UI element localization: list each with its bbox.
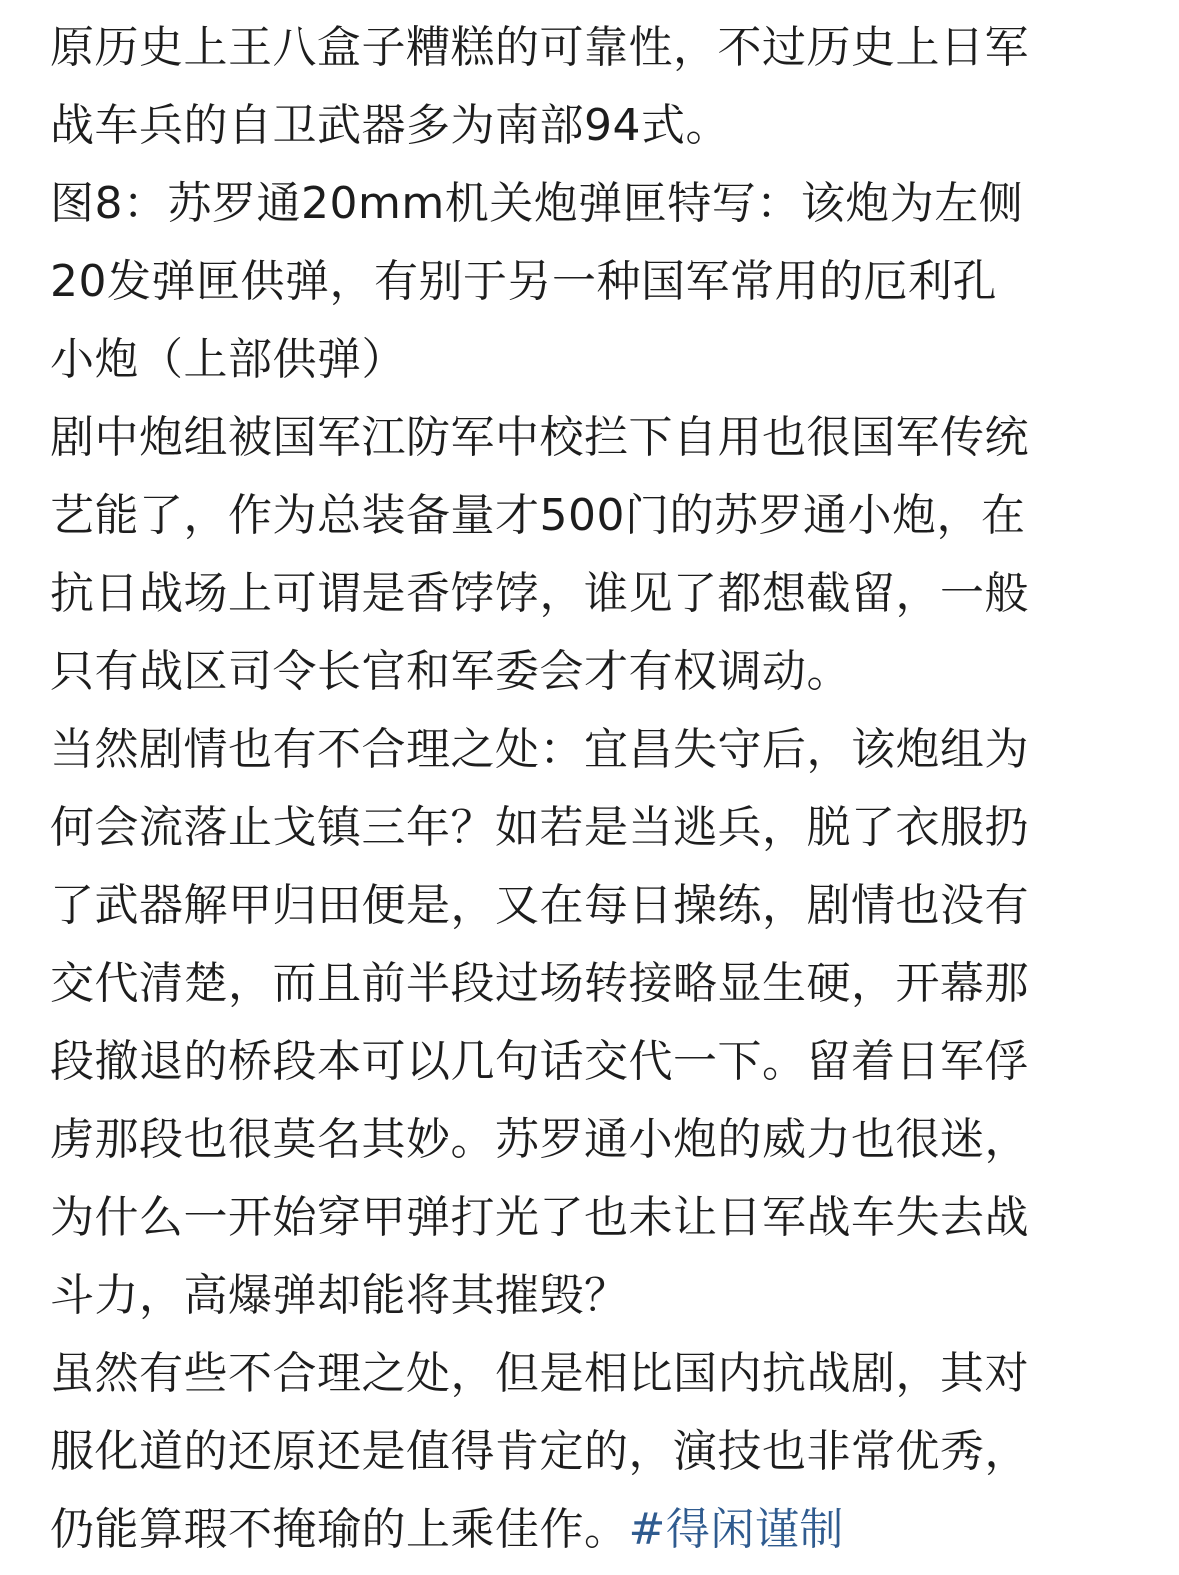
post-text-line: 原历史上王八盒子糟糕的可靠性，不过历史上日军: [50, 22, 1029, 73]
post-text-line: 何会流落止戈镇三年？如若是当逃兵，脱了衣服扔: [50, 802, 1029, 853]
post-text-line: 段撤退的桥段本可以几句话交代一下。留着日军俘: [50, 1036, 1029, 1087]
post-text-line: 服化道的还原还是值得肯定的，演技也非常优秀，: [50, 1426, 1029, 1477]
post-text-line: 交代清楚，而且前半段过场转接略显生硬，开幕那: [50, 958, 1029, 1009]
post-text-line: 小炮（上部供弹）: [50, 334, 406, 385]
post-text-line: 为什么一开始穿甲弹打光了也未让日军战车失去战: [50, 1192, 1029, 1243]
post-text-line: 虏那段也很莫名其妙。苏罗通小炮的威力也很迷，: [50, 1114, 1029, 1165]
post-text-line: 战车兵的自卫武器多为南部94式。: [50, 100, 730, 151]
post-text-line: 剧中炮组被国军江防军中校拦下自用也很国军传统: [50, 412, 1029, 463]
post-text-line: 20发弹匣供弹，有别于另一种国军常用的厄利孔: [50, 256, 997, 307]
post-text-line: 了武器解甲归田便是，又在每日操练，剧情也没有: [50, 880, 1029, 931]
post-text-line: 当然剧情也有不合理之处：宜昌失守后，该炮组为: [50, 724, 1029, 775]
post-text-line: 只有战区司令长官和军委会才有权调动。: [50, 646, 851, 697]
post-last-line: [50, 1491, 1160, 1569]
post-text-line: 图8：苏罗通20mm机关炮弹匣特写：该炮为左侧: [50, 178, 1024, 229]
post-text-line: 斗力，高爆弹却能将其摧毁？: [50, 1270, 629, 1321]
post-text-line: 虽然有些不合理之处，但是相比国内抗战剧，其对: [50, 1348, 1029, 1399]
hashtag-link[interactable]: #得闲谨制: [628, 1504, 844, 1555]
post-text-line: 仍能算瑕不掩瑜的上乘佳作。: [50, 1504, 629, 1555]
post-text-line: 抗日战场上可谓是香饽饽，谁见了都想截留，一般: [50, 568, 1029, 619]
post-text-line: 艺能了，作为总装备量才500门的苏罗通小炮，在: [50, 490, 1026, 541]
